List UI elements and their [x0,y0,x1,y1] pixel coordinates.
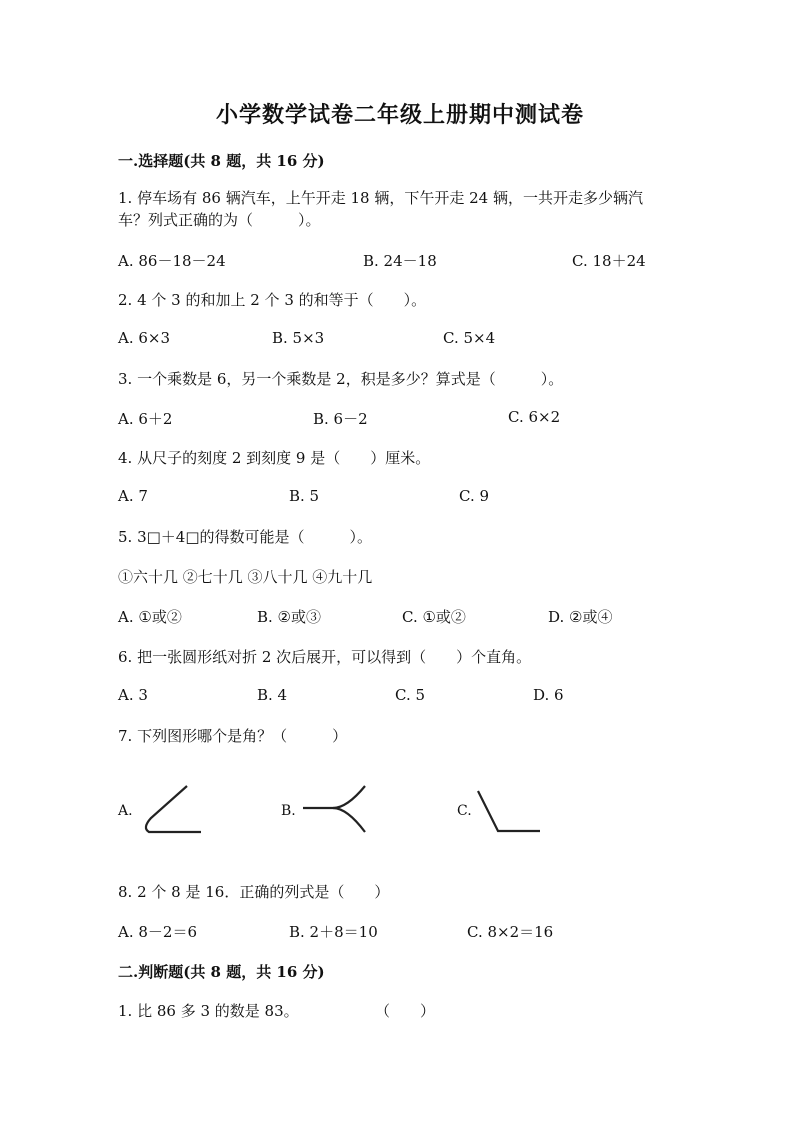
question-4-text: 4. 从尺子的刻度 2 到刻度 9 是（ ）厘米。 [118,449,431,467]
question-1-option-c: C. 18＋24 [572,252,646,270]
question-1-line-1: 1. 停车场有 86 辆汽车，上午开走 18 辆，下午开走 24 辆，一共开走多少辆汽 [118,189,643,207]
question-3-option-c: C. 6×2 [508,408,561,426]
question-7-option-a-label: A. [118,803,133,819]
question-8-option-c: C. 8×2＝16 [467,923,554,941]
page-title: 小学数学试卷二年级上册期中测试卷 [215,102,584,128]
angle-figure [470,785,550,840]
question-5-text: 5. 3□＋4□的得数可能是（ ）。 [118,528,373,546]
question-7-option-c-label: C. [457,803,472,819]
question-4-option-b: B. 5 [289,487,320,505]
question-3-option-b: B. 6－2 [313,410,368,428]
question-1-option-b: B. 24－18 [363,252,437,270]
question-2-text: 2. 4 个 3 的和加上 2 个 3 的和等于（ ）。 [118,291,427,309]
judgement-question-1-blank: （ ） [375,1002,436,1020]
question-2-option-b: B. 5×3 [272,329,325,347]
question-1-line-2: 车？列式正确的为（ ）。 [118,211,321,229]
section-header-choice: 一.选择题(共 8 题，共 16 分) [118,152,325,170]
question-2-option-a: A. 6×3 [118,329,171,347]
question-6-option-d: D. 6 [533,686,564,704]
question-5-option-b: B. ②或③ [257,608,322,626]
question-1-option-a: A. 86－18－24 [118,252,226,270]
question-4-option-c: C. 9 [459,487,490,505]
question-8-option-a: A. 8－2＝6 [118,923,197,941]
curved-rays-figure [295,780,375,840]
question-6-option-c: C. 5 [395,686,426,704]
question-6-text: 6. 把一张圆形纸对折 2 次后展开，可以得到（ ）个直角。 [118,648,532,666]
question-4-option-a: A. 7 [118,487,148,505]
question-2-option-c: C. 5×4 [443,329,496,347]
question-5-option-d: D. ②或④ [548,608,613,626]
question-7-option-b-label: B. [281,803,296,819]
question-3-option-a: A. 6＋2 [118,410,173,428]
question-5-choices: ①六十几 ②七十几 ③八十几 ④九十几 [118,568,373,586]
question-3-text: 3. 一个乘数是 6，另一个乘数是 2，积是多少？算式是（ ）。 [118,370,564,388]
section-header-true-false: 二.判断题(共 8 题，共 16 分) [118,963,325,981]
judgement-question-1-text: 1. 比 86 多 3 的数是 83。 [118,1002,299,1020]
question-6-option-b: B. 4 [257,686,288,704]
question-5-option-a: A. ①或② [118,608,182,626]
question-6-option-a: A. 3 [118,686,148,704]
question-5-option-c: C. ①或② [402,608,466,626]
question-7-text: 7. 下列图形哪个是角？（ ） [118,727,348,745]
question-8-option-b: B. 2＋8＝10 [289,923,378,941]
question-8-text: 8. 2 个 8 是 16．正确的列式是（ ） [118,883,390,901]
curved-angle-figure [135,780,210,840]
